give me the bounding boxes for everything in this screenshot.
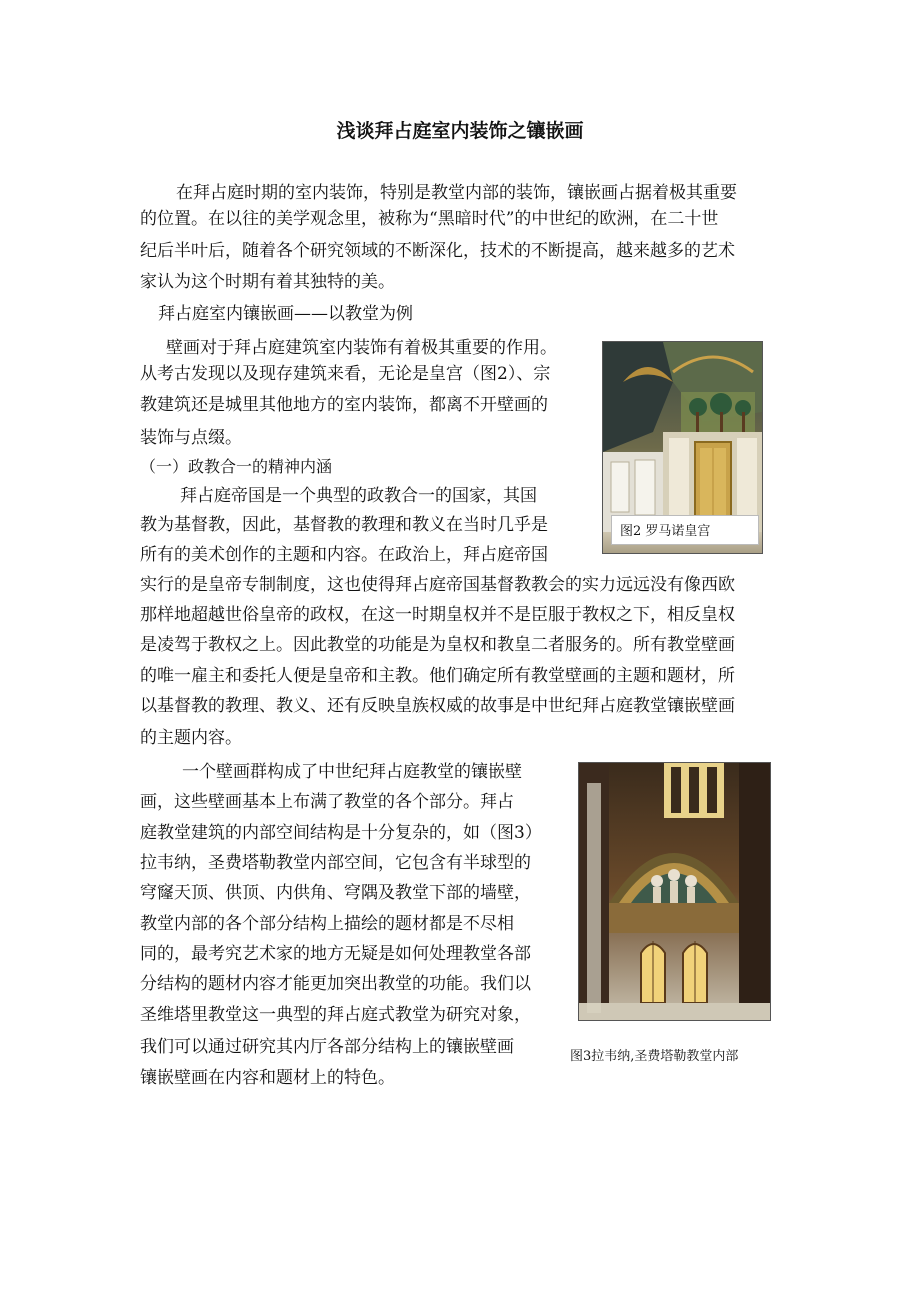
para3-line: 是凌驾于教权之上。因此教堂的功能是为皇权和教皇二者服务的。所有教堂壁画 <box>140 635 735 655</box>
para4-line: 我们可以通过研究其内厅各部分结构上的镶嵌壁画 <box>140 1037 514 1057</box>
para4-line: 一个壁画群构成了中世纪拜占庭教堂的镶嵌壁 <box>182 762 522 782</box>
intro-line: 家认为这个时期有着其独特的美。 <box>140 272 395 292</box>
section-heading: 拜占庭室内镶嵌画——以教堂为例 <box>158 304 413 324</box>
para4-line: 画，这些壁画基本上布满了教堂的各个部分。拜占 <box>140 792 514 812</box>
figure3-image <box>578 762 771 1021</box>
figure2-caption: 图2 罗马诺皇宫 <box>620 524 711 539</box>
para3-line: 所有的美术创作的主题和内容。在政治上，拜占庭帝国 <box>140 545 548 565</box>
para2-line: 装饰与点缀。 <box>140 428 242 448</box>
para3-line: 教为基督教，因此，基督教的教理和教义在当时几乎是 <box>140 515 548 535</box>
subheading: （一）政教合一的精神内涵 <box>140 457 333 476</box>
para4-line: 教堂内部的各个部分结构上描绘的题材都是不尽相 <box>140 914 514 934</box>
church-interior-illustration <box>579 763 770 1020</box>
para2-line: 教建筑还是城里其他地方的室内装饰，都离不开壁画的 <box>140 395 548 415</box>
para4-line: 分结构的题材内容才能更加突出教堂的功能。我们以 <box>140 974 531 994</box>
para4-line: 穹窿天顶、供顶、内供角、穹隅及教堂下部的墙壁， <box>140 883 531 903</box>
para4-line: 拉韦纳，圣费塔勒教堂内部空间，它包含有半球型的 <box>140 853 531 873</box>
para2-line: 壁画对于拜占庭建筑室内装饰有着极其重要的作用。 <box>166 338 557 358</box>
para4-line: 庭教堂建筑的内部空间结构是十分复杂的，如（图3） <box>140 823 542 843</box>
para3-line: 的主题内容。 <box>140 728 242 748</box>
para3-line: 以基督教的教理、教义、还有反映皇族权威的故事是中世纪拜占庭教堂镶嵌壁画 <box>140 696 735 716</box>
intro-line: 的位置。在以往的美学观念里，被称为“黑暗时代”的中世纪的欧洲，在二十世 <box>140 209 719 229</box>
page-title: 浅谈拜占庭室内装饰之镶嵌画 <box>336 120 584 142</box>
para4-line: 同的，最考究艺术家的地方无疑是如何处理教堂各部 <box>140 944 531 964</box>
para4-line: 圣维塔里教堂这一典型的拜占庭式教堂为研究对象， <box>140 1005 531 1025</box>
para2-line: 从考古发现以及现存建筑来看，无论是皇宫（图2）、宗 <box>140 364 551 384</box>
para3-line: 那样地超越世俗皇帝的政权，在这一时期皇权并不是臣服于教权之下，相反皇权 <box>140 605 735 625</box>
intro-line: 纪后半叶后，随着各个研究领域的不断深化，技术的不断提高，越来越多的艺术 <box>140 241 735 261</box>
intro-line: 在拜占庭时期的室内装饰，特别是教堂内部的装饰，镶嵌画占据着极其重要 <box>176 183 737 203</box>
figure3-caption: 图3拉韦纳,圣费塔勒教堂内部 <box>570 1049 739 1064</box>
para3-line: 拜占庭帝国是一个典型的政教合一的国家，其国 <box>180 486 537 506</box>
para3-line: 实行的是皇帝专制制度，这也使得拜占庭帝国基督教教会的实力远远没有像西欧 <box>140 575 735 595</box>
para4-line: 镶嵌壁画在内容和题材上的特色。 <box>140 1068 395 1088</box>
para3-line: 的唯一雇主和委托人便是皇帝和主教。他们确定所有教堂壁画的主题和题材，所 <box>140 666 735 686</box>
